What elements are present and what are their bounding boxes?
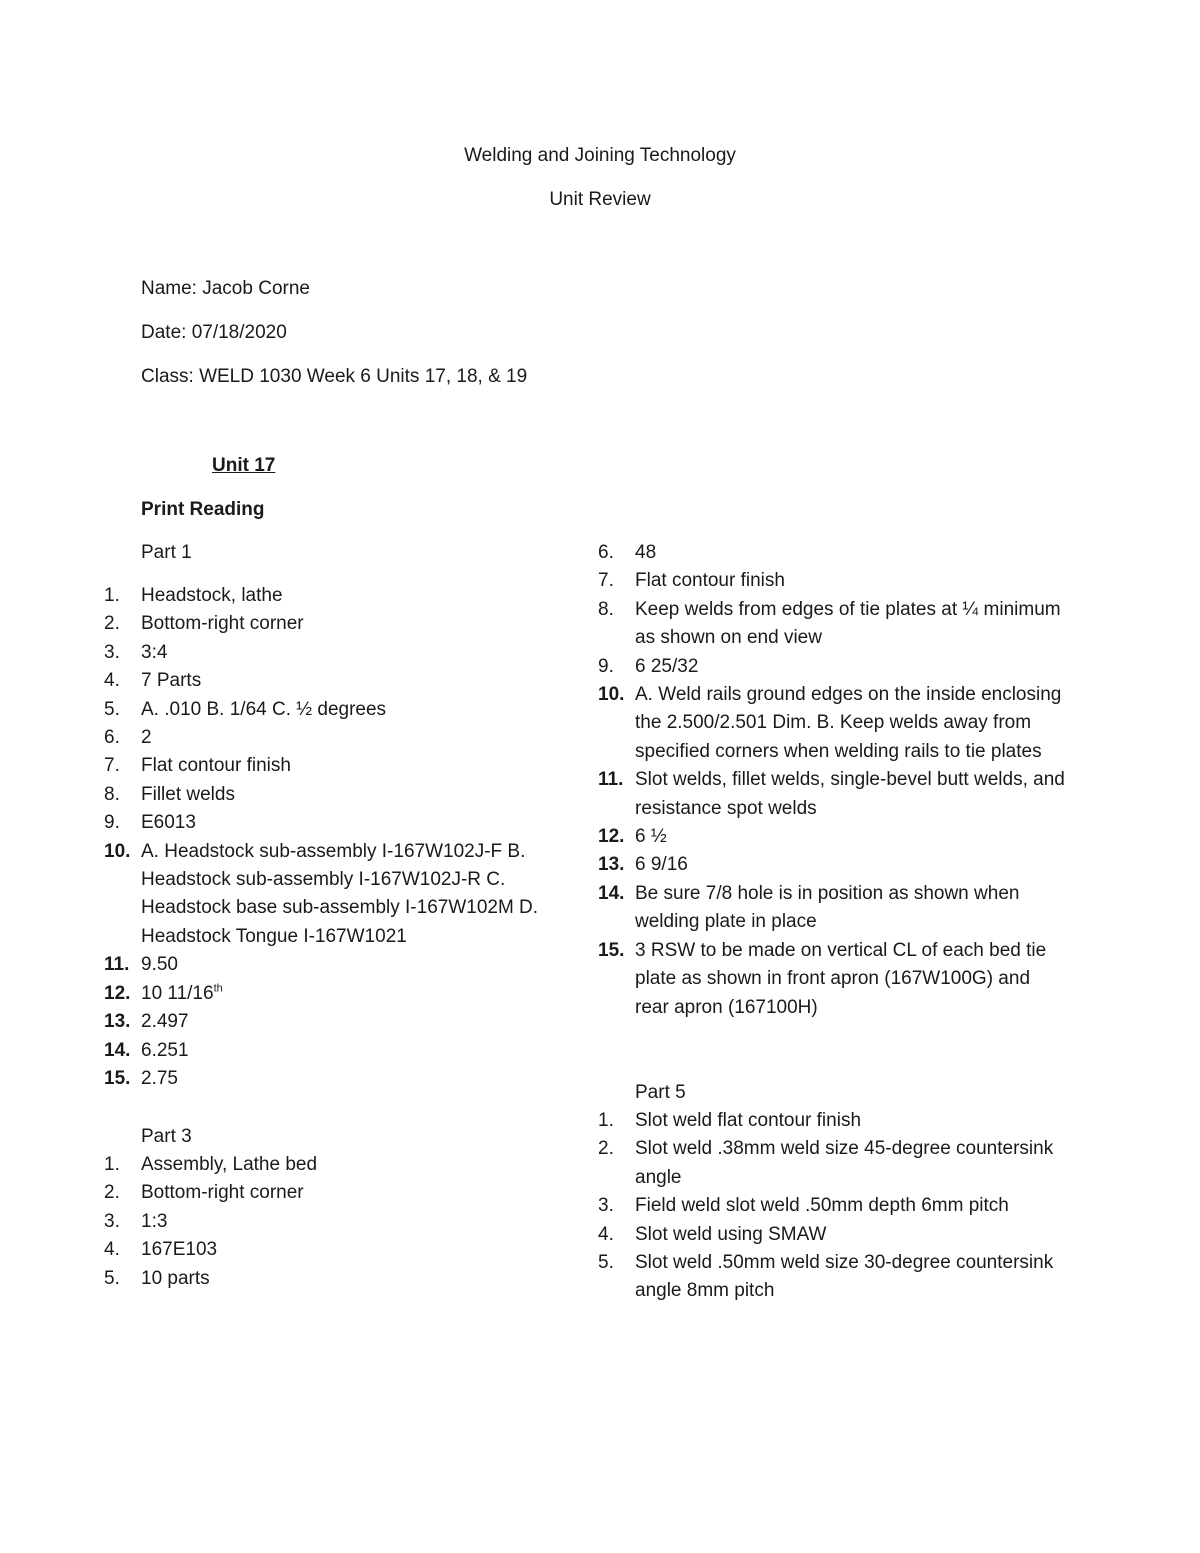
list-item: [104, 1179, 554, 1207]
item-answer: Slot weld flat contour finish: [635, 1110, 862, 1131]
item-answer: Bottom-right corner: [141, 1182, 304, 1204]
list-item: [598, 1135, 1068, 1192]
item-answer: 6 ½: [635, 826, 667, 848]
item-answer: Fillet welds: [141, 783, 235, 805]
list-item: [104, 582, 554, 610]
document-subtitle: Unit Review: [549, 189, 651, 210]
item-number: 13.: [104, 1011, 131, 1033]
item-answer: A. .010 B. 1/64 C. ½ degrees: [141, 698, 387, 720]
item-answer: 3 RSW to be made on vertical CL of each bed tie plate as shown in front apron (167W100G) and rear apron (167100H): [635, 939, 1047, 1018]
item-answer: 48: [635, 542, 657, 563]
list-item: [598, 766, 1068, 823]
list-item: [104, 781, 554, 809]
item-number: 14.: [104, 1039, 131, 1061]
list-item: [104, 1008, 554, 1036]
item-answer: Slot weld .50mm weld size 30-degree countersink angle 8mm pitch: [635, 1252, 1054, 1302]
item-number: 11.: [104, 954, 130, 976]
list-item: [598, 539, 1068, 567]
list-item: [598, 567, 1068, 595]
list-item: [598, 937, 1068, 1022]
item-answer: 6.251: [141, 1039, 189, 1061]
part5-label: Part 5: [635, 1082, 686, 1103]
item-answer: 167E103: [141, 1239, 218, 1261]
item-number: 7.: [598, 570, 614, 592]
item-answer: 1:3: [141, 1210, 168, 1232]
list-item: [104, 1037, 554, 1065]
list-item: [104, 696, 554, 724]
item-answer: 9.50: [141, 954, 178, 976]
item-number: 15.: [104, 1067, 131, 1089]
item-number: 14.: [598, 882, 625, 904]
part3-answer-list-left: [104, 1151, 554, 1293]
item-answer: Headstock, lathe: [141, 585, 283, 606]
list-item: [598, 1192, 1068, 1220]
list-item: [104, 1151, 554, 1179]
document-title: Welding and Joining Technology: [464, 145, 736, 166]
list-item: [598, 596, 1068, 653]
item-answer: A. Weld rails ground edges on the inside enclosing the 2.500/2.501 Dim. B. Keep welds away from specified corners when welding rails to tie plates: [635, 684, 1062, 762]
item-answer: 6 9/16: [635, 854, 688, 876]
list-item: [598, 851, 1068, 879]
item-number: 3.: [598, 1195, 614, 1217]
item-answer: E6013: [141, 812, 196, 834]
part1-label: Part 1: [141, 542, 192, 563]
item-number: 3.: [104, 1210, 120, 1232]
list-item: [104, 809, 554, 837]
list-item: [104, 610, 554, 638]
item-answer: 10 parts: [141, 1267, 210, 1289]
item-number: 9.: [104, 812, 120, 834]
item-number: 8.: [104, 783, 120, 805]
item-answer: Keep welds from edges of tie plates at ¼ minimum as shown on end view: [635, 598, 1061, 649]
item-number: 4.: [104, 1239, 120, 1261]
item-answer: Flat contour finish: [635, 570, 785, 592]
item-answer: 10 11/16: [141, 982, 214, 1004]
item-answer: 2: [141, 727, 152, 749]
list-item: [598, 1249, 1068, 1306]
list-item: [104, 1208, 554, 1236]
part1-answer-list: [104, 582, 554, 1093]
part5-answer-list: [598, 1107, 1068, 1306]
item-number: 8.: [598, 598, 614, 620]
item-answer: Be sure 7/8 hole is in position as shown when welding plate in place: [635, 882, 1020, 933]
student-name: Name: Jacob Corne: [141, 278, 310, 299]
list-item: [598, 653, 1068, 681]
item-number: 1.: [104, 585, 120, 606]
item-number: 12.: [598, 826, 625, 848]
list-item: [598, 823, 1068, 851]
item-number: 7.: [104, 755, 120, 777]
list-item: [598, 880, 1068, 937]
item-number: 5.: [104, 698, 120, 720]
item-number: 5.: [598, 1252, 614, 1274]
class-info: Class: WELD 1030 Week 6 Units 17, 18, & 19: [141, 366, 528, 387]
list-item: [104, 639, 554, 667]
list-item: [598, 1107, 1068, 1135]
list-item: [104, 951, 554, 979]
item-number: 1.: [598, 1110, 614, 1131]
list-item: [598, 1221, 1068, 1249]
item-number: 11.: [598, 769, 624, 791]
item-number: 4.: [598, 1223, 614, 1245]
item-number: 15.: [598, 939, 625, 961]
item-answer: 6 25/32: [635, 655, 699, 677]
submission-date: Date: 07/18/2020: [141, 322, 287, 343]
item-number: 1.: [104, 1154, 120, 1175]
part3-answer-list-right: [598, 539, 1068, 1022]
section-heading: Print Reading: [141, 499, 265, 520]
item-answer: Slot weld using SMAW: [635, 1223, 827, 1245]
list-item: [104, 724, 554, 752]
item-number: 3.: [104, 641, 120, 663]
list-item: [104, 752, 554, 780]
item-answer: 7 Parts: [141, 670, 202, 692]
item-superscript: th: [213, 982, 223, 995]
item-number: 10.: [104, 840, 131, 862]
item-number: 2.: [104, 613, 120, 635]
list-item: [104, 667, 554, 695]
unit-heading: Unit 17: [212, 455, 276, 476]
list-item: [104, 1236, 554, 1264]
item-number: 9.: [598, 655, 614, 677]
item-number: 5.: [104, 1267, 120, 1289]
list-item: [598, 681, 1068, 766]
item-answer: Flat contour finish: [141, 755, 291, 777]
list-item: [104, 1265, 554, 1293]
part3-label: Part 3: [141, 1126, 192, 1147]
item-answer: 2.75: [141, 1067, 178, 1089]
item-answer: A. Headstock sub-assembly I-167W102J-F B. Headstock sub-assembly I-167W102J-R C. Headstock base sub-assembly I-167W102M D. Headstock Tongue I-167W1021: [141, 840, 539, 947]
item-answer: 3:4: [141, 641, 168, 663]
item-answer: Field weld slot weld .50mm depth 6mm pitch: [635, 1195, 1009, 1217]
item-answer: Bottom-right corner: [141, 613, 304, 635]
item-number: 10.: [598, 684, 625, 706]
list-item: [104, 980, 554, 1008]
item-number: 13.: [598, 854, 625, 876]
item-number: 6.: [598, 542, 614, 563]
item-number: 4.: [104, 670, 120, 692]
item-answer: 2.497: [141, 1011, 189, 1033]
item-answer: Assembly, Lathe bed: [141, 1154, 318, 1175]
item-number: 6.: [104, 727, 120, 749]
item-number: 2.: [598, 1138, 614, 1160]
item-number: 12.: [104, 982, 131, 1004]
item-number: 2.: [104, 1182, 120, 1204]
list-item: [104, 838, 554, 952]
item-answer: Slot welds, fillet welds, single-bevel butt welds, and resistance spot welds: [635, 769, 1065, 819]
list-item: [104, 1065, 554, 1093]
item-answer: Slot weld .38mm weld size 45-degree countersink angle: [635, 1138, 1054, 1188]
